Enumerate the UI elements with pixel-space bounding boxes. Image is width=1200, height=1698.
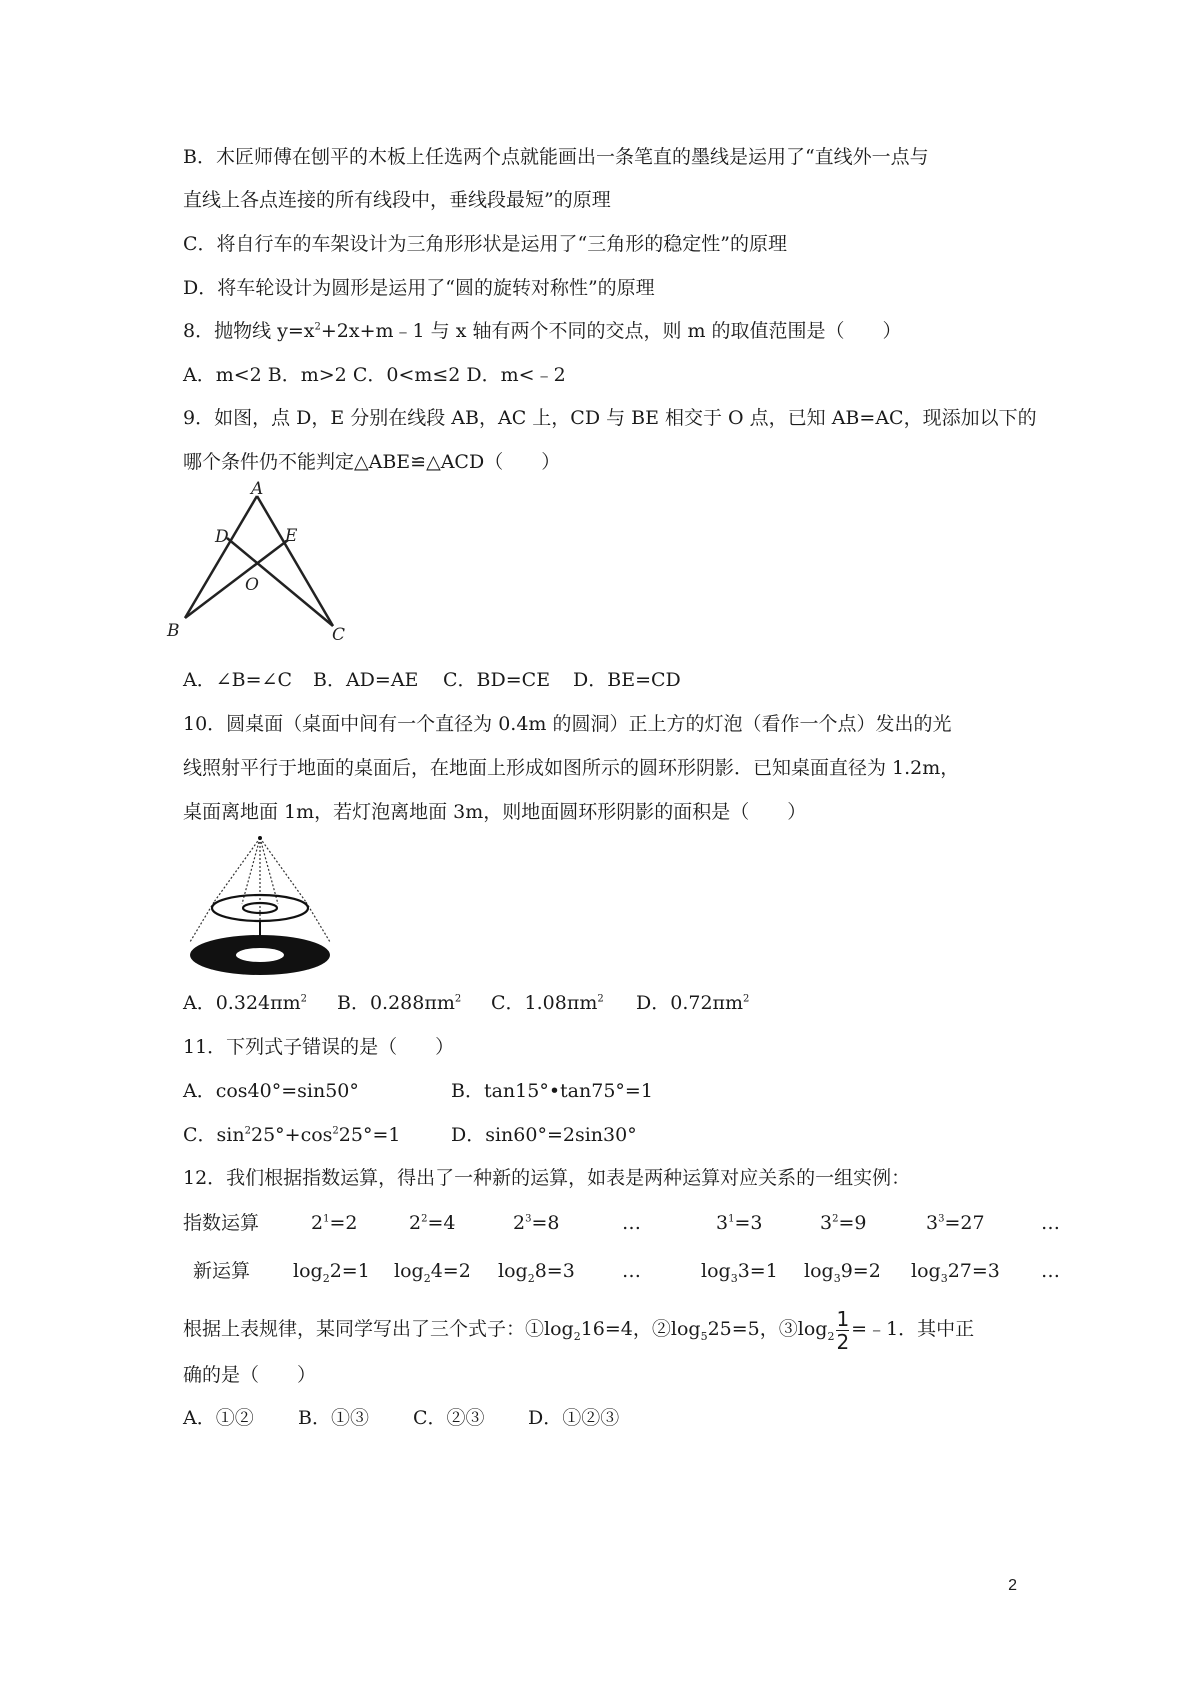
q10-stem-line2: 线照射平行于地面的桌面后，在地面上形成如图所示的圆环形阴影．已知桌面直径为 1.2m， — [183, 757, 960, 779]
q12-row2-cell: $\log_327=3$ — [911, 1260, 1000, 1285]
q8-superscript: 2 — [314, 321, 321, 333]
q12-row2-cell: $\log_24=2$ — [394, 1260, 471, 1285]
q10-option-b-label: B．0.288πm — [337, 992, 455, 1014]
q10-stem-line3: 桌面离地面 1m，若灯泡离地面 3m，则地面圆环形阴影的面积是（ ） — [183, 801, 807, 823]
q7-option-b-line1: B．木匠师傅在刨平的木板上任选两个点就能画出一条笔直的墨线是运用了“直线外一点与 — [183, 146, 929, 168]
page-number: 2 — [1008, 1577, 1017, 1594]
q9-option-a: A．∠B=∠C — [183, 669, 292, 691]
q8-stem — [183, 318, 902, 344]
q11-c-part2: 25°+cos — [250, 1124, 333, 1146]
q9-triangle-figure — [165, 478, 365, 648]
q9-label-d: D — [215, 527, 229, 547]
q10-option-c-sup: 2 — [597, 993, 604, 1005]
q12-row1-cell: $2^3=8$ — [513, 1212, 560, 1234]
q11-option-b: B．tan15°•tan75°=1 — [451, 1080, 653, 1102]
q10-stem-line1: 10．圆桌面（桌面中间有一个直径为 0.4m 的圆洞）正上方的灯泡（看作一个点）发出的光 — [183, 713, 952, 735]
q12-row2-cell: $\log_39=2$ — [804, 1260, 881, 1285]
q12-rule-sub1: 2 — [573, 1329, 581, 1343]
q10-option-d-sup: 2 — [743, 993, 750, 1005]
q10-option-c — [491, 990, 604, 1016]
q12-row1-cell: $2^2=4$ — [409, 1212, 456, 1234]
q7-option-b-line2: 直线上各点连接的所有线段中，垂线段最短”的原理 — [183, 189, 611, 211]
q7-option-c: C．将自行车的车架设计为三角形形状是运用了“三角形的稳定性”的原理 — [183, 233, 787, 255]
q12-fraction — [836, 1306, 850, 1354]
q10-option-a-label: A．0.324πm — [183, 992, 301, 1014]
q12-row2-label: 新运算 — [193, 1260, 251, 1282]
q9-stem-line2: 哪个条件仍不能判定△ABE≌△ACD（ ） — [183, 451, 561, 473]
q12-row1-label: 指数运算 — [183, 1212, 260, 1234]
q11-c-sup2: 2 — [332, 1125, 339, 1137]
q9-option-d: D．BE=CD — [573, 669, 681, 691]
q11-option-a: A．cos40°=sin50° — [183, 1080, 359, 1102]
q10-option-d-label: D．0.72πm — [636, 992, 744, 1014]
q9-label-e: E — [285, 526, 298, 546]
q7-option-d: D．将车轮设计为圆形是运用了“圆的旋转对称性”的原理 — [183, 277, 655, 299]
q11-c-part1: C．sin — [183, 1124, 245, 1146]
q12-fraction-denominator: 2 — [836, 1329, 850, 1354]
q10-option-a — [183, 990, 307, 1016]
q12-option-b: B．①③ — [298, 1407, 369, 1429]
q8-stem-part1: 8．抛物线 y=x — [183, 320, 315, 342]
q12-row2-cell: $\log_33=1$ — [701, 1260, 778, 1285]
q9-option-b: B．AD=AE — [313, 669, 419, 691]
q9-option-c: C．BD=CE — [443, 669, 551, 691]
q9-label-b: B — [167, 621, 180, 641]
q8-options: A．m<2 B．m>2 C．0<m≤2 D．m<﹣2 — [183, 364, 566, 386]
q11-stem: 11．下列式子错误的是（ ） — [183, 1036, 455, 1058]
q10-lamp-shadow-figure — [180, 832, 340, 982]
q12-option-d: D．①②③ — [528, 1407, 620, 1429]
q12-rule-sub3: 2 — [827, 1329, 835, 1343]
line-dc — [227, 538, 333, 626]
line-ab — [185, 496, 257, 618]
q9-label-o: O — [245, 575, 259, 595]
ground-shadow-hole — [236, 948, 284, 962]
q11-c-sup1: 2 — [244, 1125, 251, 1137]
q12-option-c: C．②③ — [413, 1407, 485, 1429]
q12-rule-part4: =﹣1．其中正 — [851, 1318, 975, 1340]
q12-option-a: A．①② — [183, 1407, 254, 1429]
q11-c-part3: 25°=1 — [338, 1124, 401, 1146]
q12-row1-cell: $3^1=3$ — [716, 1212, 763, 1234]
q12-row1-cell: $3^2=9$ — [820, 1212, 867, 1234]
q9-label-a: A — [251, 479, 264, 499]
q12-row2-cell: $\log_28=3$ — [498, 1260, 575, 1285]
q9-stem-line1: 9．如图，点 D，E 分别在线段 AB，AC 上，CD 与 BE 相交于 O 点，已知 AB=AC，现添加以下的 — [183, 407, 1037, 429]
q12-fraction-numerator: 1 — [836, 1306, 850, 1331]
q12-row1-cell: $3^3=27$ — [926, 1212, 985, 1234]
lamp-point — [258, 836, 262, 840]
q12-row1-ellipsis: … — [622, 1212, 641, 1234]
q12-rule-line1 — [183, 1307, 974, 1352]
q12-row2-ellipsis: … — [1041, 1260, 1060, 1282]
q10-option-d — [636, 990, 749, 1016]
line-eb — [185, 540, 288, 618]
q12-row2-cell: $\log_22=1$ — [293, 1260, 370, 1285]
q10-option-b-sup: 2 — [454, 993, 462, 1005]
q12-stem: 12．我们根据指数运算，得出了一种新的运算，如表是两种运算对应关系的一组实例： — [183, 1167, 911, 1189]
q9-label-c: C — [332, 625, 346, 645]
q12-rule-sub2: 5 — [700, 1329, 708, 1343]
q11-option-c — [183, 1122, 400, 1148]
q12-rule-part3: 25=5，③log — [707, 1318, 828, 1340]
line-ac — [257, 496, 333, 626]
q8-stem-part2: +2x+m﹣1 与 x 轴有两个不同的交点，则 m 的取值范围是（ ） — [320, 320, 902, 342]
q11-option-d: D．sin60°=2sin30° — [451, 1124, 637, 1146]
q12-rule-line2: 确的是（ ） — [183, 1364, 317, 1386]
q12-row1-cell: $2^1=2$ — [311, 1212, 358, 1234]
q12-row2-ellipsis: … — [622, 1260, 641, 1282]
q10-option-a-sup: 2 — [300, 993, 307, 1005]
q10-option-c-label: C．1.08πm — [491, 992, 598, 1014]
q12-row1-ellipsis: … — [1041, 1212, 1060, 1234]
q12-rule-part1: 根据上表规律，某同学写出了三个式子：①log — [183, 1318, 574, 1340]
q10-option-b — [337, 990, 461, 1016]
q12-rule-part2: 16=4，②log — [580, 1318, 701, 1340]
